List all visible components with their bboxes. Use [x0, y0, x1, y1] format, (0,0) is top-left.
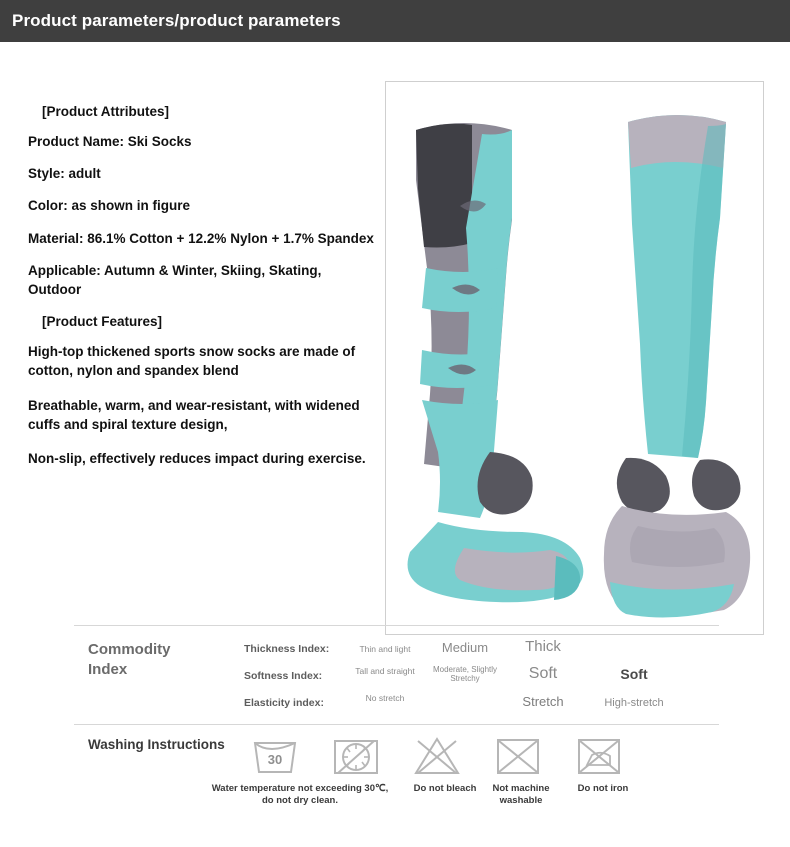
spec-style: Style: adult: [28, 166, 101, 182]
index-row-thickness: [244, 636, 714, 662]
features-heading: [Product Features]: [42, 314, 163, 330]
page-header: [0, 0, 790, 42]
index-label-elasticity: Elasticity index:: [244, 697, 324, 709]
washing-instructions-title: Washing Instructions: [88, 737, 225, 752]
washing-instructions-panel: [74, 723, 719, 835]
main-content: [0, 42, 790, 612]
index-row-softness: [244, 663, 714, 689]
feature-item-3: Non-slip, effectively reduces impact during exercise.: [28, 450, 366, 466]
not-machine-washable-item: [492, 727, 548, 779]
index-value-elasticity-3: Stretch: [522, 694, 564, 709]
not-machine-washable-icon: [492, 727, 544, 779]
washing-caption-machine-wash: Not machine washable: [492, 783, 550, 806]
index-row-elasticity: [244, 690, 714, 716]
wash-30-temp: 30: [267, 752, 283, 767]
index-value-softness-1: Tall and straight: [355, 666, 415, 676]
spec-product-name: Product Name: Ski Socks: [28, 134, 192, 150]
spec-color: Color: as shown in figure: [28, 198, 191, 214]
no-tumble-dry-item: [330, 727, 386, 779]
wash-30-item: [249, 727, 305, 779]
index-value-thickness-2: Medium: [441, 640, 489, 655]
index-label-thickness: Thickness Index:: [244, 643, 330, 655]
ski-socks-illustration: [386, 82, 761, 632]
index-value-softness-4: Soft: [620, 666, 648, 682]
do-not-bleach-icon: [411, 727, 463, 779]
commodity-index-rows: [244, 636, 714, 717]
do-not-iron-icon: [573, 727, 625, 779]
no-tumble-dry-icon: [330, 727, 382, 779]
index-value-softness-3: Soft: [528, 665, 558, 682]
do-not-bleach-item: [411, 727, 467, 779]
page-title: Product parameters/product parameters: [12, 11, 341, 30]
spec-material: Material: 86.1% Cotton + 12.2% Nylon + 1.7% Spandex: [28, 230, 374, 246]
spec-applicable: Applicable: Autumn & Winter, Skiing, Skating, Outdoor: [28, 262, 322, 297]
index-value-elasticity-4: High-stretch: [604, 697, 664, 709]
index-value-softness-2: Moderate, Slightly Stretchy: [432, 665, 498, 683]
do-not-iron-item: [573, 727, 629, 779]
washing-caption-iron: Do not iron: [577, 783, 629, 794]
washing-caption-bleach: Do not bleach: [413, 783, 477, 794]
index-value-elasticity-1: No stretch: [365, 693, 405, 703]
index-label-softness: Softness Index:: [244, 670, 323, 682]
wash-30-icon: [249, 727, 301, 779]
commodity-index-title: Commodity Index: [88, 641, 171, 679]
washing-caption-temperature: Water temperature not exceeding 30℃, do not dry clean.: [211, 783, 389, 806]
index-value-thickness-3: Thick: [525, 638, 561, 655]
product-image: [385, 81, 764, 635]
feature-item-1: High-top thickened sports snow socks are made of cotton, nylon and spandex blend: [28, 344, 356, 379]
product-attributes-block: [28, 102, 378, 483]
commodity-index-panel: [74, 625, 719, 725]
index-value-thickness-1: Thin and light: [359, 644, 411, 654]
attributes-heading: [Product Attributes]: [42, 104, 169, 119]
feature-item-2: Breathable, warm, and wear-resistant, with widened cuffs and spiral texture design,: [28, 397, 360, 432]
washing-icon-row: [211, 727, 709, 806]
